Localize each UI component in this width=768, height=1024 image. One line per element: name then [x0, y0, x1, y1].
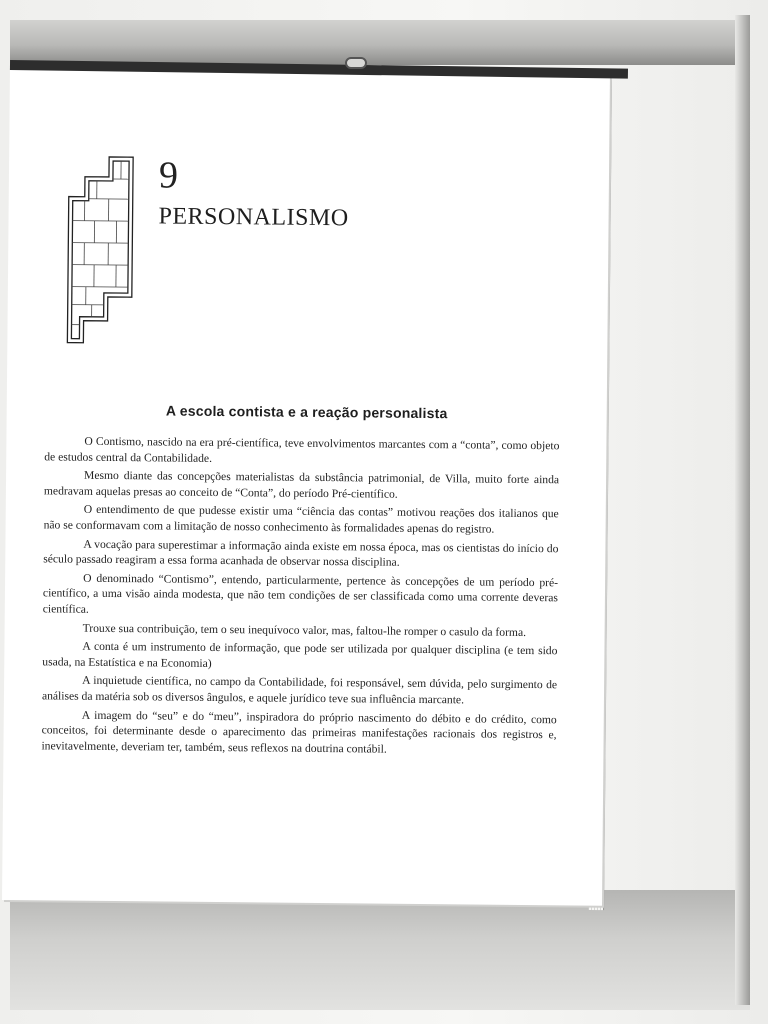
paragraph: Mesmo diante das concepções materialistas da substância patrimonial, de Villa, muito forte ainda medravam aquelas presas ao conceito de “Conta”, do período Pré-científico.: [43, 468, 560, 501]
chapter-number: 9: [158, 154, 179, 197]
chapter-title: PERSONALISMO: [158, 203, 349, 232]
paragraph: A conta é um instrumento de informação, que pode ser utilizada por qualquer disciplina (e tem sido usada, na Estatística e na Economia): [42, 639, 558, 670]
paragraph: A vocação para superestimar a informação ainda existe em nossa época, mas os cientistas do início do século passado reagiram a essa forma acanhada de observar nossa disciplina.: [43, 537, 559, 569]
brick-stair-ornament-icon: [65, 155, 137, 346]
section-title: A escola contista e a reação personalista: [165, 402, 448, 422]
body-text: [41, 433, 559, 761]
paragraph: O denominado “Contismo”, entendo, particularmente, pertence às concepções de um período pré-científico, a uma visão ainda modesta, que não tem condições de ser classificada como uma corrente deveras científica.: [42, 571, 559, 616]
binder-clip-icon: [345, 57, 367, 69]
book-page: [2, 68, 610, 906]
paragraph: A imagem do “seu” e do “meu”, inspiradora do próprio nascimento do débito e do crédito, como conceitos, foi determinante desde o aparecimento das primeiras manifestações racionais dos registros e, inevitavelmente, deveriam ter, também, seus reflexos na doutrina contábil.: [41, 708, 557, 756]
scan-right-edge: [735, 15, 750, 1005]
paragraph: O Contismo, nascido na era pré-científica, teve envolvimentos marcantes com a “conta”, como objeto de estudos central da Contabilidade.: [44, 434, 560, 465]
scan-top-shadow: [10, 20, 750, 65]
paragraph: A inquietude científica, no campo da Contabilidade, foi responsável, sem dúvida, pelo surgimento de análises da matéria sob os diversos ângulos, e aquele jurídico teve sua influência marcante.: [41, 674, 558, 707]
paragraph: Trouxe sua contribuição, tem o seu inequívoco valor, mas, faltou-lhe romper o casulo da forma.: [82, 621, 527, 639]
paragraph: O entendimento de que pudesse existir uma “ciência das contas” motivou reações dos italianos que não se conformavam com a limitação de nosso conhecimento às formalidades apenas do registro.: [43, 503, 559, 536]
scan-bottom-shadow: [10, 890, 750, 1010]
